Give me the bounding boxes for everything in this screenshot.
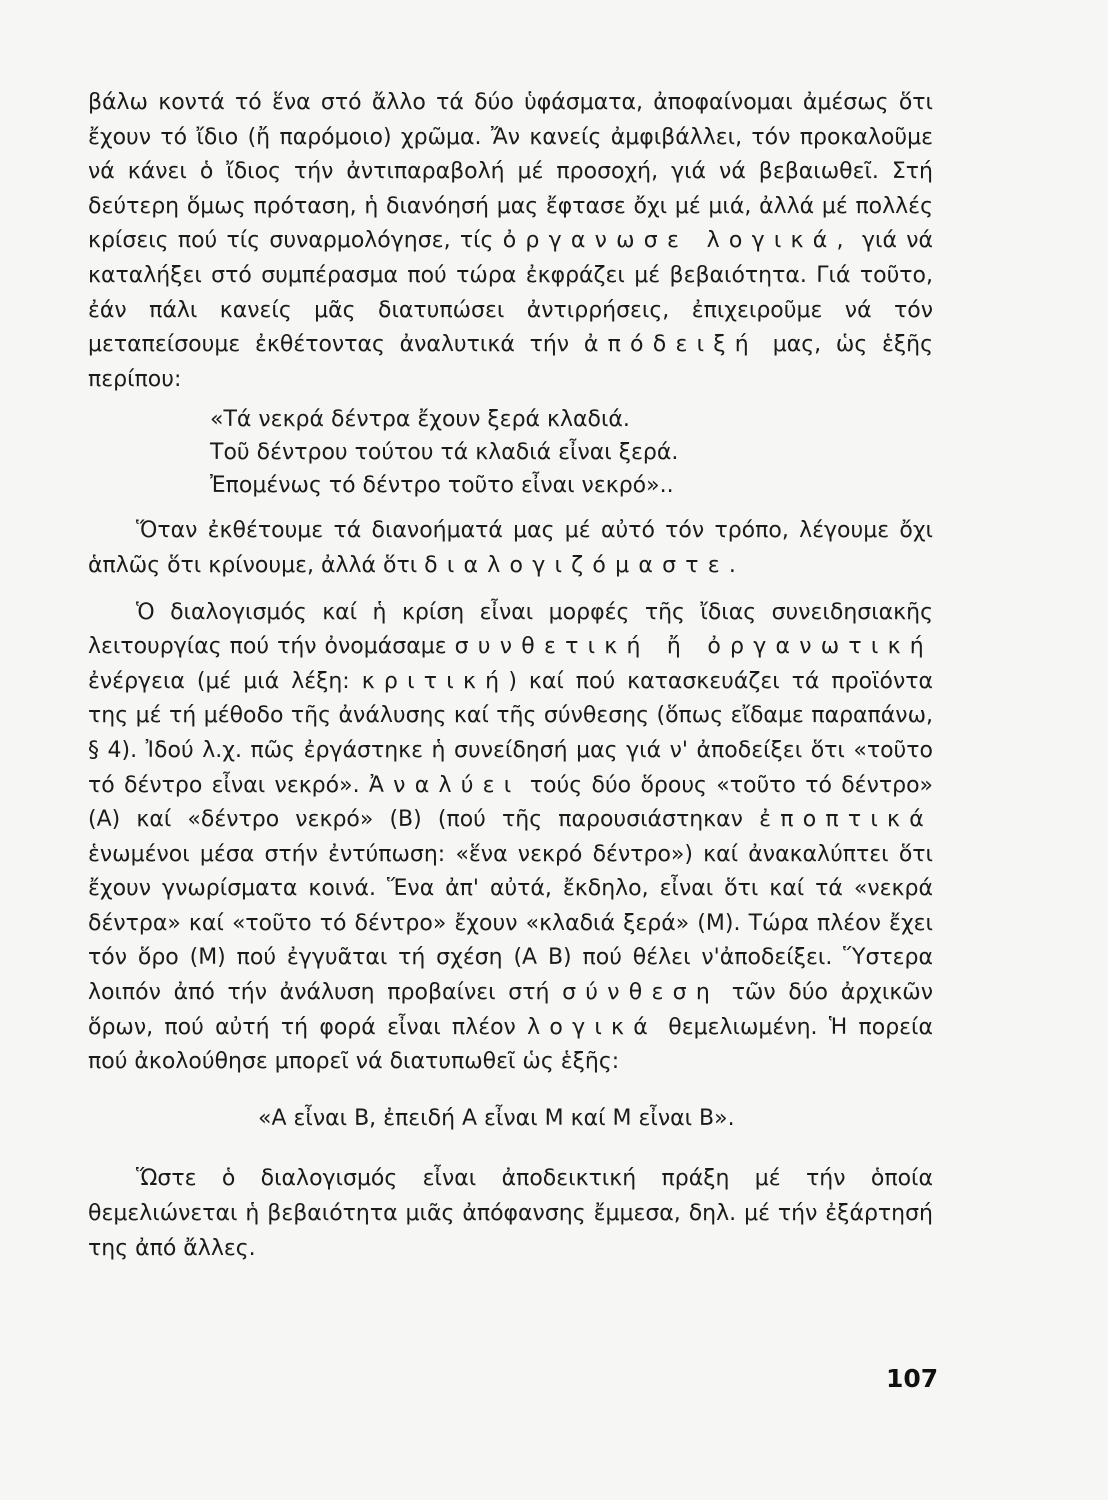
body-text <box>88 86 933 1266</box>
p3-text-c: ἐνέργεια (μέ μιά λέξη: <box>88 668 362 694</box>
p3-spaced-kritiki: κριτική <box>361 668 509 694</box>
paragraph-1 <box>88 86 933 397</box>
p1-text-c: γιά νά καταλήξει στό συμπέρασμα πού τώρα ἐκφράζει μέ βεβαιότητα. Γιά τοῦτο, ἐάν πάλι κανείς μᾶς διατυπώσει ἀντιρρήσεις, ἐπιχειροῦμε νά τόν μεταπείσουμε ἐκθέτοντας ἀναλυτικά τήν <box>88 228 934 358</box>
p3-text-i: ἑνωμένοι μέσα στήν ἐντύπωση: «ἕνα νεκρό δέντρο») καί ἀνακαλύπτει ὅτι ἔχουν γνωρίσματα κοινά. Ἕνα ἀπ' αὐτά, ἔκδηλο, εἶναι ὅτι καί τά «νεκρά δέντρα» καί «τοῦτο τό δέντρο» ἔχουν «κλαδιά ξερά» (Μ). Τώρα πλέον ἔχει τόν ὅρο (Μ) πού ἐγγυᾶται τή σχέση (Α Β) πού θέλει ν'ἀποδείξει. Ὕστερα λοιπόν ἀπό τήν ἀνάλυση προβαίνει στή <box>88 841 933 1006</box>
p2-spaced-dialogizomaste: διαλογιζόμαστε <box>424 552 729 578</box>
p3-spaced-analyei: Ἀναλύει <box>368 772 521 798</box>
p3-text-a: Ὁ διαλογισμός καί ἡ κρίση εἶναι μορφές τῆς ἴδιας συνειδησιακῆς λειτουργίας πού τήν ὀνομάσαμε <box>88 599 933 660</box>
p2-text-a: Ὅταν ἐκθέτουμε τά διανοήματά μας μέ αὐτό τόν τρόπο, λέγουμε ὄχι ἁπλῶς ὅτι κρίνουμε, ἀλλά ὅτι <box>88 518 933 578</box>
p1-spaced-apodeixi: ἀπόδειξή <box>583 332 758 358</box>
verse-line-3: Ἐπομένως τό δέντρο τοῦτο εἶναι νεκρό».. <box>210 473 674 499</box>
p3-spaced-epoptika: ἐποπτικά <box>759 807 933 833</box>
p3-spaced-synthetiki: συνθετική ἤ ὀργανωτική <box>454 634 933 660</box>
syllogism-formula: «Α εἶναι Β, ἐπειδή Α εἶναι Μ καί Μ εἶναι Β». <box>258 1105 735 1131</box>
p3-text-k: τῶν δύο ἀρχικῶν ὅρων, πού αὐτή τή φορά εἶναι πλέον <box>88 980 934 1040</box>
p1-spaced-organotika: ὀργανωσε λογικά, <box>502 228 853 254</box>
paragraph-3 <box>88 596 933 1080</box>
p1-text-a: βάλω κοντά τό ἕνα στό ἄλλο τά δύο ὑφάσματα, ἀποφαίνομαι ἀμέσως ὅτι ἔχουν τό ἴδιο (ἤ παρόμοιο) χρῶμα. Ἄν κανείς ἀμφιβάλλει, τόν προκαλοῦμε νά κάνει ὁ ἴδιος τήν ἀντιπαραβολή μέ προσοχή, γιά νά βεβαιωθεῖ. Στή δεύτερη ὅμως πρόταση, ἡ διανόησή μας ἔφτασε ὄχι μέ μιά, ἀλλά μέ πολλές κρίσεις πού τίς συναρμολόγησε, τίς <box>88 90 933 254</box>
verse-line-2: Τοῦ δέντρου τούτου τά κλαδιά εἶναι ξερά. <box>210 440 679 466</box>
p3-text-m: θεμελιωμένη. Ἡ πορεία πού ἀκολούθησε μπορεῖ νά διατυπωθεῖ ὡς ἑξῆς: <box>88 1014 934 1075</box>
p3-spaced-logika: λογικά <box>527 1014 657 1040</box>
paragraph-2 <box>88 514 933 583</box>
p1-text-e: μας, ὡς ἑξῆς περίπου: <box>88 332 934 392</box>
paragraph-4: Ὥστε ὁ διαλογισμός εἶναι ἀποδεικτική πράξη μέ τήν ὁποία θεμελιώνεται ἡ βεβαιότητα μιᾶς ἀπόφανσης ἔμμεσα, δηλ. μέ τήν ἐξάρτησή της ἀπό ἄλλες. <box>88 1166 933 1261</box>
p3-text-e: ) καί πού κατασκευάζει τά προϊόντα της μέ τή μέθοδο τῆς ἀνάλυσης καί τῆς σύνθεσης (ὅπως εἴδαμε παραπάνω, § 4). Ἰδού λ.χ. πῶς ἐργάστηκε ἡ συνείδησή μας γιά ν' ἀποδείξει ὅτι «τοῦτο τό δέντρο εἶναι νεκρό». <box>88 668 933 798</box>
page-number: 107 <box>886 1364 939 1393</box>
p3-text-g: τούς δύο ὅρους «τοῦτο τό δέντρο» (Α) καί «δέντρο νεκρό» (Β) (πού τῆς παρουσιάστηκαν <box>88 772 933 833</box>
verse-line-1: «Τά νεκρά δέντρα ἔχουν ξερά κλαδιά. <box>210 407 630 433</box>
p2-text-c: . <box>728 552 736 578</box>
p3-spaced-synthesi: σύνθεση <box>562 980 720 1006</box>
syllogism-verse <box>210 403 933 502</box>
